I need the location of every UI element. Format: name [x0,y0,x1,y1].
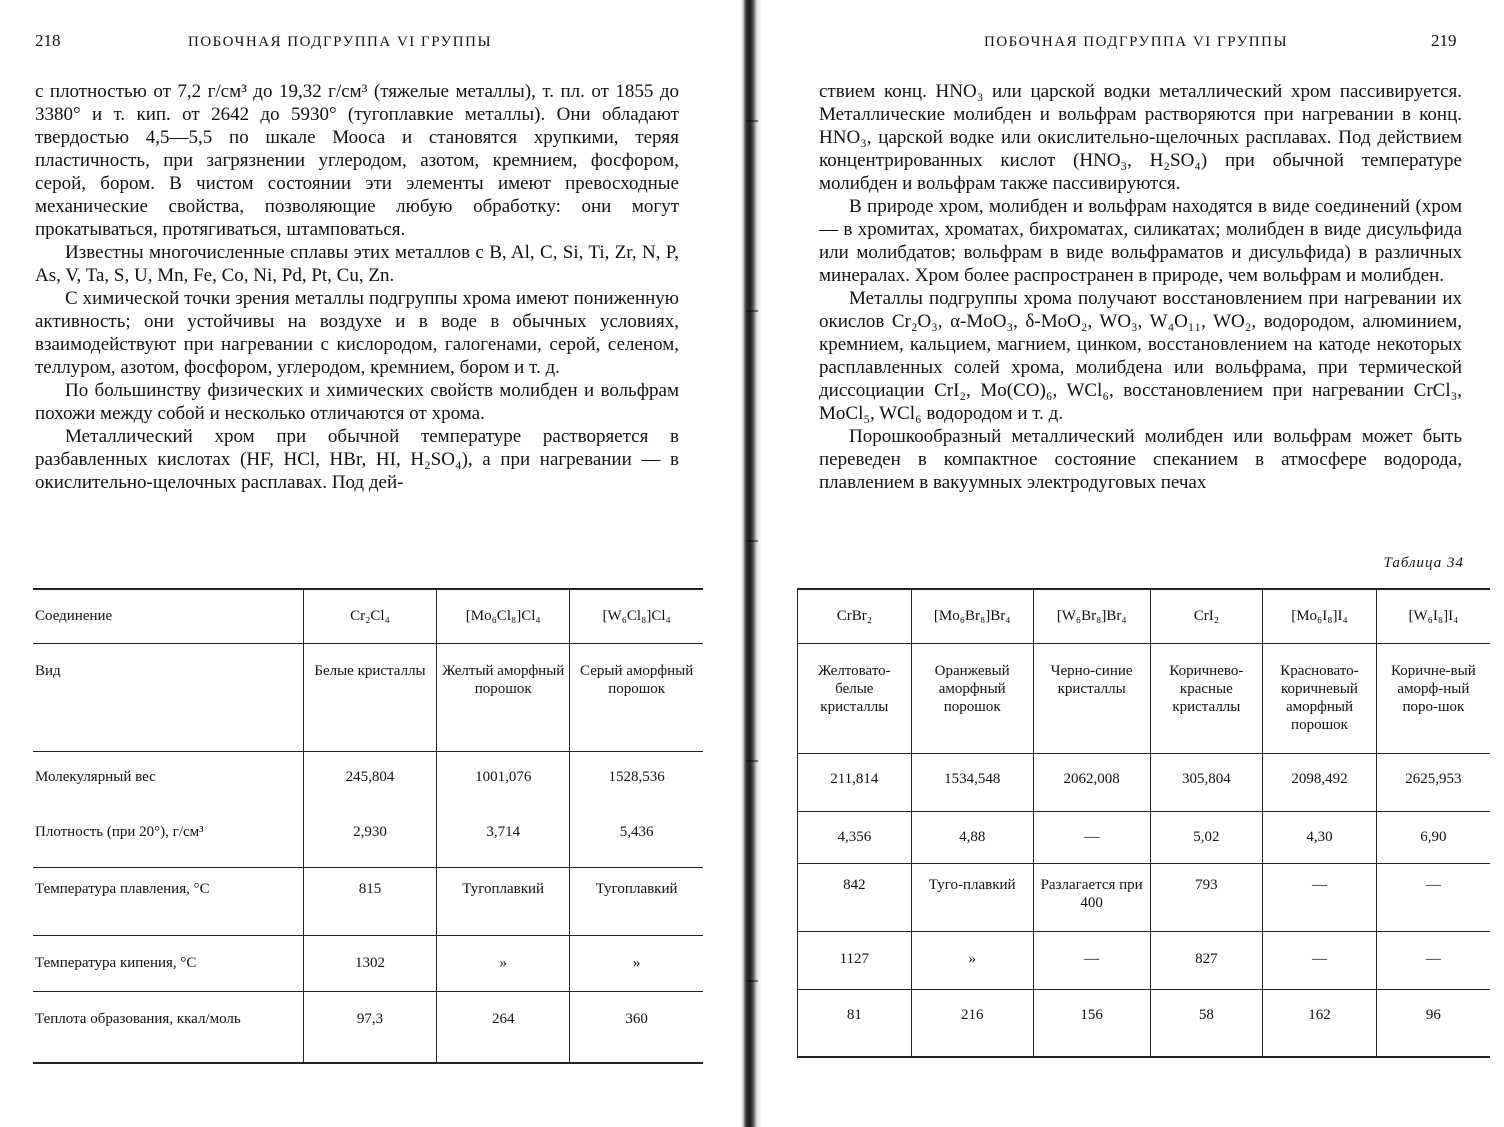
value-cell: 1528,536 [570,751,703,809]
value-cell: 4,356 [798,811,912,863]
row-label: Вид [33,643,303,751]
appearance-cell: Желтовато-белые кристаллы [798,643,912,753]
value-cell: » [911,931,1033,989]
value-cell: 211,814 [798,753,912,811]
paragraph: Металлы подгруппы хрома получают восстановлением при нагревании их окислов Cr₂O₃, α-MoO₃, δ-MoO₂, WO₃, W₄O₁₁, WO₂, водородом, алюминием, кремнием, кальцием, магнием, цинком, восстановлением на катоде некоторых расплавленных солей хрома, молибдена или вольфрама, при термической диссоциации CrI₂, Mo(CO)₆, WCl₆, восстановлением при нагревании CrCl₃, MoCl₅, WCl₆ водородом и т. д. [819,288,1462,424]
page-number: 219 [1431,31,1457,50]
value-cell: 4,88 [911,811,1033,863]
value-cell: — [1263,863,1377,931]
row-label: Температура кипения, °C [33,935,303,991]
paragraph: с плотностью от 7,2 г/см³ до 19,32 г/см³ (тяжелые металлы), т. пл. от 1855 до 3380° и т. кип. от 2642 до 5930° (тугоплавкие металлы). Они обладают твердостью 4,5—5,5 по шкале Мооса и становятся хрупкими, теряя пластичность, при загрязнении углеродом, азотом, кремнием, фосфором, серой, бором. В чистом состоянии эти элементы имеют превосходные механические свойства, позволяющие любую обработку: они могут прокатываться, протягиваться, штамповаться. [35,81,679,240]
value-cell: 5,436 [570,809,703,867]
appearance-cell: Коричне-вый аморф-ный поро-шок [1376,643,1490,753]
paragraph: С химической точки зрения металлы подгруппы хрома имеют пониженную активность; они устойчивы на воздухе и в воде в обычных условиях, взаимодействуют при нагревании с кислородом, галогенами, серой, селеном, теллуром, азотом, фосфором, углеродом, кремнием, бором и т. д. [35,288,679,378]
value-cell: — [1033,931,1150,989]
compound-cell: [W₆Cl₈]Cl₄ [570,589,703,643]
value-cell: 4,30 [1263,811,1377,863]
appearance-cell: Оранжевый аморфный порошок [911,643,1033,753]
value-cell: 305,804 [1150,753,1263,811]
value-cell: 96 [1376,989,1490,1057]
value-cell: 156 [1033,989,1150,1057]
value-cell: 5,02 [1150,811,1263,863]
value-cell: 264 [437,991,570,1063]
row-label: Плотность (при 20°), г/см³ [33,809,303,867]
value-cell: 2625,953 [1376,753,1490,811]
value-cell: — [1376,863,1490,931]
value-cell: — [1376,931,1490,989]
value-cell: — [1263,931,1377,989]
compound-cell: CrI₂ [1150,589,1263,643]
value-cell: 2062,008 [1033,753,1150,811]
value-cell: Разлагается при 400 [1033,863,1150,931]
value-cell: 1127 [798,931,912,989]
paragraph: По большинству физических и химических свойств молибден и вольфрам похожи между собой и несколько отличаются от хрома. [35,380,679,424]
value-cell: Туго-плавкий [911,863,1033,931]
value-cell: 162 [1263,989,1377,1057]
appearance-cell: Черно-синие кристаллы [1033,643,1150,753]
book-spine [735,0,769,1127]
row-label: Температура плавления, °C [33,867,303,935]
compound-cell: CrBr₂ [798,589,912,643]
value-cell: 81 [798,989,912,1057]
value-cell: 2098,492 [1263,753,1377,811]
appearance-cell: Коричнево-красные кристаллы [1150,643,1263,753]
paragraph: ствием конц. HNO₃ или царской водки металлический хром пассивируется. Металлические молибден и вольфрам растворяются при нагревании в конц. HNO₃, царской водке или окислительно-щелочных расплавах. Под действием концентрированных кислот (HNO₃, H₂SO₄) при обычной температуре молибден и вольфрам также пассивируются. [819,81,1462,194]
compound-cell: [W₆Br₈]Br₄ [1033,589,1150,643]
body-text [35,80,679,494]
properties-table-left [33,588,703,1064]
value-cell: 3,714 [437,809,570,867]
compound-cell: Cr₂Cl₄ [303,589,436,643]
right-page [769,0,1504,1127]
table-caption: Таблица 34 [1383,555,1464,571]
appearance-cell: Серый аморфный порошок [570,643,703,751]
paragraph: Известны многочисленные сплавы этих металлов с B, Al, C, Si, Ti, Zr, N, P, As, V, Ta, S, U, Mn, Fe, Co, Ni, Pd, Pt, Cu, Zn. [35,242,679,286]
value-cell: 6,90 [1376,811,1490,863]
appearance-cell: Желтый аморфный порошок [437,643,570,751]
compound-cell: [Mo₆Cl₈]Cl₄ [437,589,570,643]
row-label: Молекулярный вес [35,768,156,785]
value-cell: 793 [1150,863,1263,931]
row-label: Соединение [33,589,303,643]
paragraph: В природе хром, молибден и вольфрам находятся в виде соединений (хром — в хромитах, хроматах, бихроматах, силикатах; молибден в виде дисульфида или молибдатов; вольфрам в виде вольфраматов и дисульфида) в различных минералах. Хром более распространен в природе, чем вольфрам и молибден. [819,196,1462,286]
value-cell: 216 [911,989,1033,1057]
appearance-cell: Красновато-коричневый аморфный порошок [1263,643,1377,753]
value-cell: 1534,548 [911,753,1033,811]
left-page [0,0,735,1127]
properties-table-right [797,588,1490,1058]
value-cell: 842 [798,863,912,931]
paragraph: Металлический хром при обычной температуре растворяется в разбавленных кислотах (HF, HCl, HBr, HI, H₂SO₄), а при нагревании — в окислительно-щелочных расплавах. Под дей- [35,426,679,493]
body-text [819,80,1462,494]
value-cell: 1302 [303,935,436,991]
value-cell: Тугоплавкий [437,867,570,935]
row-label: Теплота образования, ккал/моль [33,991,303,1063]
value-cell: Тугоплавкий [570,867,703,935]
value-cell: 815 [303,867,436,935]
page-number: 218 [35,31,61,50]
value-cell: » [570,935,703,991]
compound-cell: [W₆I₈]I₄ [1376,589,1490,643]
value-cell: 2,930 [303,809,436,867]
compound-cell: [Mo₆Br₈]Br₄ [911,589,1033,643]
value-cell: — [1033,811,1150,863]
running-head: ПОБОЧНАЯ ПОДГРУППА VI ГРУППЫ [188,34,493,50]
running-head: ПОБОЧНАЯ ПОДГРУППА VI ГРУППЫ [984,34,1289,50]
value-cell: » [437,935,570,991]
value-cell: 827 [1150,931,1263,989]
value-cell: 360 [570,991,703,1063]
value-cell: 1001,076 [437,751,570,809]
appearance-cell: Белые кристаллы [303,643,436,751]
value-cell: 245,804 [303,751,436,809]
value-cell: 97,3 [303,991,436,1063]
paragraph: Порошкообразный металлический молибден или вольфрам может быть переведен в компактное состояние спеканием в атмосфере водорода, плавлением в вакуумных электродуговых печах [819,426,1462,493]
compound-cell: [Mo₆I₈]I₄ [1263,589,1377,643]
value-cell: 58 [1150,989,1263,1057]
